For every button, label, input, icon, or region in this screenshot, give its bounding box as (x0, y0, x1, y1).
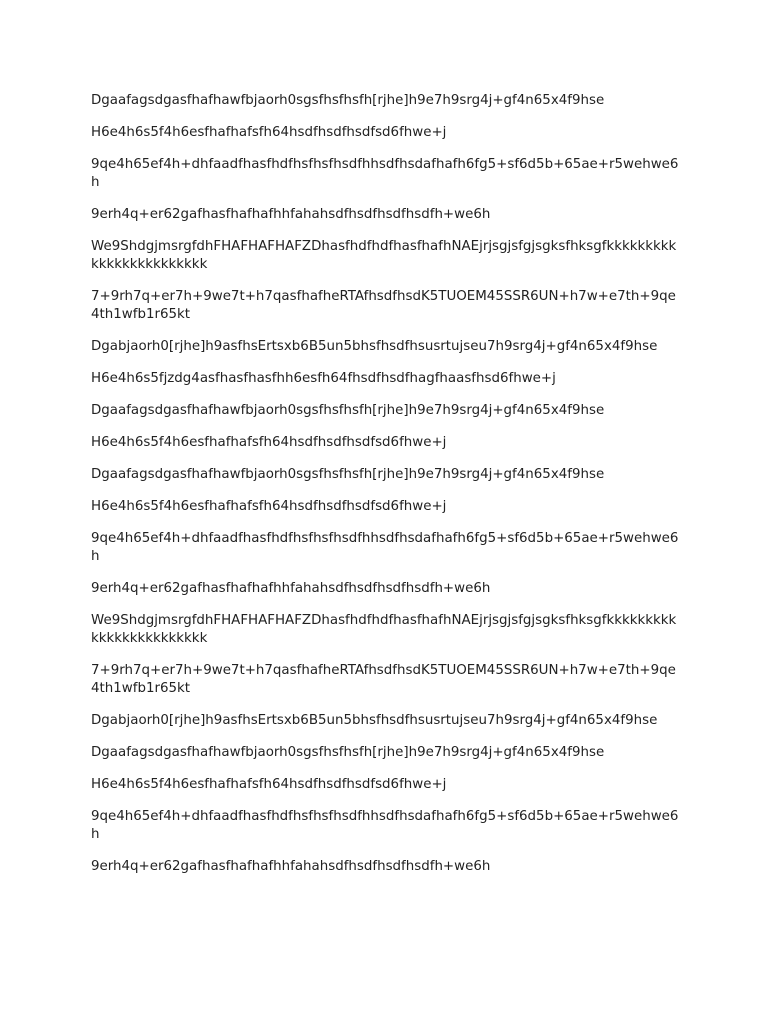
document-body (91, 92, 681, 890)
paragraph: H6e4h6s5f4h6esfhafhafsfh64hsdfhsdfhsdfsd6fhwe+j (91, 125, 447, 140)
paragraph: H6e4h6s5fjzdg4asfhasfhasfhh6esfh64fhsdfhsdfhagfhaasfhsd6fhwe+j (91, 371, 556, 386)
paragraph: 9erh4q+er62gafhasfhafhafhhfahahsdfhsdfhsdfhsdfh+we6h (91, 859, 491, 874)
paragraph: H6e4h6s5f4h6esfhafhafsfh64hsdfhsdfhsdfsd6fhwe+j (91, 499, 447, 514)
paragraph: Dgaafagsdgasfhafhawfbjaorh0sgsfhsfhsfh[rjhe]h9e7h9srg4j+gf4n65x4f9hse (91, 745, 605, 760)
paragraph: Dgabjaorh0[rjhe]h9asfhsErtsxb6B5un5bhsfhsdfhsusrtujseu7h9srg4j+gf4n65x4f9hse (91, 339, 658, 354)
paragraph: H6e4h6s5f4h6esfhafhafsfh64hsdfhsdfhsdfsd6fhwe+j (91, 777, 447, 792)
paragraph: Dgaafagsdgasfhafhawfbjaorh0sgsfhsfhsfh[rjhe]h9e7h9srg4j+gf4n65x4f9hse (91, 467, 605, 482)
paragraph: Dgaafagsdgasfhafhawfbjaorh0sgsfhsfhsfh[rjhe]h9e7h9srg4j+gf4n65x4f9hse (91, 93, 605, 108)
paragraph: 9erh4q+er62gafhasfhafhafhhfahahsdfhsdfhsdfhsdfh+we6h (91, 207, 491, 222)
paragraph: H6e4h6s5f4h6esfhafhafsfh64hsdfhsdfhsdfsd6fhwe+j (91, 435, 447, 450)
paragraph: 9qe4h65ef4h+dhfaadfhasfhdfhsfhsfhsdfhhsdfhsdafhafh6fg5+sf6d5b+65ae+r5wehwe6h (91, 157, 679, 190)
paragraph: 7+9rh7q+er7h+9we7t+h7qasfhafheRTAfhsdfhsdK5TUOEM45SSR6UN+h7w+e7th+9qe4th1wfb1r65kt (91, 289, 676, 322)
paragraph: Dgabjaorh0[rjhe]h9asfhsErtsxb6B5un5bhsfhsdfhsusrtujseu7h9srg4j+gf4n65x4f9hse (91, 713, 658, 728)
paragraph: We9ShdgjmsrgfdhFHAFHAFHAFZDhasfhdfhdfhasfhafhNAEjrjsgjsfgjsgksfhksgfkkkkkkkkkkkkkkkkkkkkkkkk (91, 239, 677, 272)
paragraph: We9ShdgjmsrgfdhFHAFHAFHAFZDhasfhdfhdfhasfhafhNAEjrjsgjsfgjsgksfhksgfkkkkkkkkkkkkkkkkkkkkkkkk (91, 613, 677, 646)
paragraph: 7+9rh7q+er7h+9we7t+h7qasfhafheRTAfhsdfhsdK5TUOEM45SSR6UN+h7w+e7th+9qe4th1wfb1r65kt (91, 663, 676, 696)
paragraph: 9qe4h65ef4h+dhfaadfhasfhdfhsfhsfhsdfhhsdfhsdafhafh6fg5+sf6d5b+65ae+r5wehwe6h (91, 531, 679, 564)
paragraph: Dgaafagsdgasfhafhawfbjaorh0sgsfhsfhsfh[rjhe]h9e7h9srg4j+gf4n65x4f9hse (91, 403, 605, 418)
paragraph: 9erh4q+er62gafhasfhafhafhhfahahsdfhsdfhsdfhsdfh+we6h (91, 581, 491, 596)
paragraph: 9qe4h65ef4h+dhfaadfhasfhdfhsfhsfhsdfhhsdfhsdafhafh6fg5+sf6d5b+65ae+r5wehwe6h (91, 809, 679, 842)
